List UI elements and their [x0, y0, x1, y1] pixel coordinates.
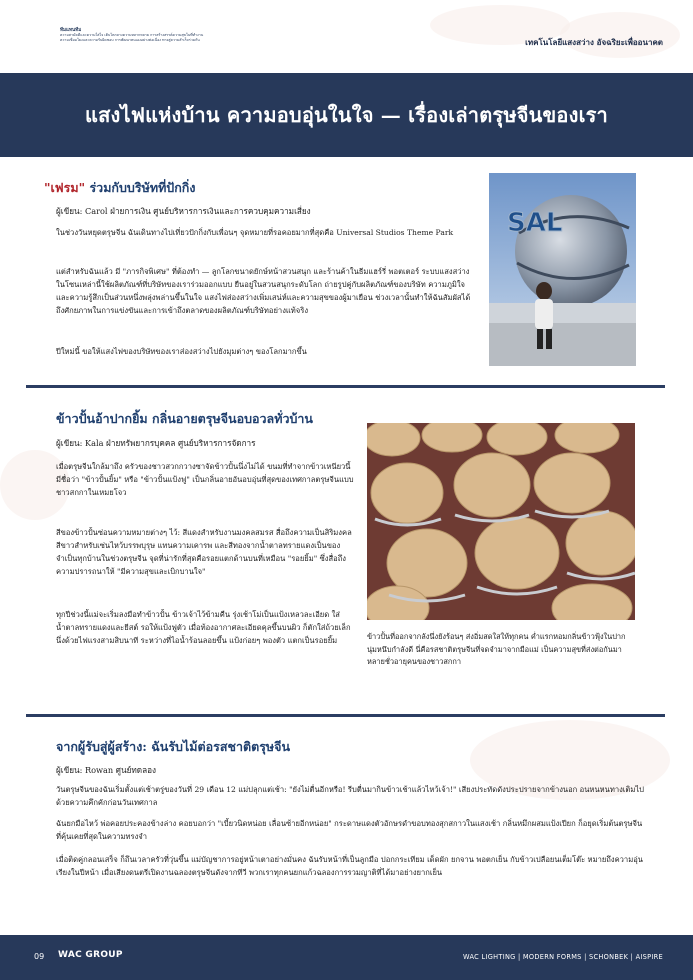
header-tagline: เทคโนโลยีแสงสว่าง อัจฉริยะเพื่ออนาคต — [525, 37, 663, 47]
section1-title-rest: ร่วมกับบริษัทที่ปักกิ่ง — [85, 180, 196, 195]
section3-paragraph: วันตรุษจีนของฉันเริ่มตั้งแต่เช้าตรู่ของวันที่ 29 เดือน 12 แม่ปลุกแต่เช้า: "ยังไม่ตื่นอีกหรือ! รีบตื่นมากินข้าวเช้าแล้วไหว้เจ้า!" เสียงประทัดดังประปรายจากข้างนอก อนหนหนทางเติมไปด้วยความคึกคักก่อนวันเทศกาล — [56, 785, 644, 807]
section-divider — [26, 385, 665, 388]
section3-paragraph: เมื่อติดคู่กลอนเสร็จ ก็ถึนเวลาครัวที่วุ่นขึ้น แม่บัญชาการอยู่หน้าเตาอย่างมั่นคง ฉันรับหน้าที่เป็นลูกมือ ปอกกระเทียม เด็ดผัก ยกจาน พอตกเย็น กับข้าวเปลือยนเต็มโต๊ะ หมายถึงความอุ่นเรียงในปีหน้า เมื่อเสียงดนตรีเปิดงานฉลองตรุษจีนดังจากทีวี พวกเราทุกคนยกแก้วฉลองการรวมญาติที่ได้มาอย่างยากเย็น — [56, 855, 643, 877]
header-section-label: ทีมแทนทีม — [60, 28, 82, 33]
section1-paragraph: แต่สำหรับฉันแล้ว มี "ภารกิจพิเศษ" ที่ต้องทำ — ลูกโลกขนาดยักษ์หน้าสวนสนุก และร้านค้าในธีมแฮร์รี่ พอตเตอร์ ระบบแสงสว่างในโซนเหล่านี้ใช้ผลิตภัณฑ์ที่บริษัทของเราร่วมออกแบบ ยืนอยู่ในสวนสนุกระดับโลก ถ่ายรูปคู่กับผลิตภัณฑ์ของบริษัท ความภูมิใจและความรู้สึกเป็นส่วนหนึ่งพลุ่งพล่านขึ้นในใจ แสงไฟส่องสว่างเพิ่มเสน่ห์และความสุขของผู้มาเยือน ช่วงเวลานั้นทำให้ฉันสัมผัสได้ถึงศักยภาพในการแข่งขันและการเข้าถึงตลาดของผลิตภัณฑ์บริษัทอย่างแท้จริง — [56, 267, 471, 315]
brand-list: WAC LIGHTING | MODERN FORMS | SCHONBEK | AISPIRE — [463, 953, 663, 961]
section2-paragraph: ทุกปีช่วงนี้แม่จะเริ่มลงมือทำข้าวปั้น ข้าวเจ้าไว้ข้ามคืน รุ่งเช้าโม่เป็นแป้งเหลวละเอียด ใส่น้ำตาลทรายแดงและยีสต์ รอให้แป้งฟูตัว เมื่อท้องอากาศละเอียดคุลขึ้นบนผิว ก็ตักใส่ถ้วยเล็ก นึ่งด้วยไฟแรงสามสิบนาที ระหว่างที่ไอน้ำร้อนลอยขึ้น แป้งก่อยๆ พองตัว แตกเป็นรอยยิ้ม — [56, 610, 351, 645]
header-small-line: ความสามัคคีและความใส่ใจ เติบโตกลางความหลากหลาย การสร้างสรรค์ความสุขในที่ทำงาน — [60, 33, 204, 38]
section3-title: จากผู้รับสู่ผู้สร้าง: ฉันรับไม้ต่อรสชาติตรุษจีน — [56, 739, 291, 754]
section1-title — [44, 178, 195, 198]
section2-paragraph: สีของข้าวปั้นซ่อนความหมายต่างๆ ไว้: สีแดงสำหรับงานมงคลสมรส สื่อถึงความเป็นสิริมงคล สีขาวสำหรับเซ่นไหว้บรรพบุรุษ แทนความเคารพ และสีทองจากน้ำตาลทรายแดงเป็นของจำเป็นทุกบ้านในช่วงตรุษจีน จุดที่น่ารักที่สุดคือรอยแตกด้านบนที่เหมือน "รอยยิ้ม" ซึ่งสื่อถึงความปรารถนาให้ "มีความสุขและเบิกบานใจ" — [56, 528, 352, 576]
section2-title: ข้าวปั้นอ้าปากยิ้ม กลิ่นอายตรุษจีนอบอวลทั่วบ้าน — [56, 411, 313, 426]
section1-paragraph: ในช่วงวันหยุดตรุษจีน ฉันเดินทางไปเที่ยวปักกิ่งกับเพื่อนๆ จุดหมายที่รอคอยมากที่สุดคือ Universal Studios Theme Park — [56, 228, 454, 237]
universal-globe-image — [489, 173, 636, 366]
section3-paragraph: ฉันยกมือไหว้ พ่อคอยประคองข้างล่าง คอยบอกว่า "เบี้ยวนิดหน่อย เลื่อนซ้ายอีกหน่อย" กระดาษแดงตัวอักษรดำขอบทองสุกสกาวในแสงเช้า กลิ่นหมึกผสมแป้งเปียก ก็อยุดเริ่มต้นตรุษจีนที่คุ้นเคยที่สุดในความทรงจำ — [56, 819, 643, 841]
section-divider — [26, 714, 665, 717]
universal-studios-photo — [489, 173, 636, 366]
section1-title-quote: "เฟรม" — [44, 180, 86, 195]
header-small-text — [60, 28, 260, 44]
section3-author: ผู้เขียน: Rowan ศูนย์ทดลอง — [56, 765, 157, 775]
page-number: 09 — [34, 952, 45, 961]
page-footer — [0, 935, 693, 980]
section1-author: ผู้เขียน: Carol ฝ่ายการเงิน ศูนย์บริหารการเงินและการควบคุมความเสี่ยง — [56, 206, 311, 216]
header-small-line: ความเชื่อมโยงและความรับผิดชอบ การพัฒนาตนเองอย่างต่อเนื่อง ทางสู่ความสำเร็จร่วมกัน — [60, 38, 200, 43]
section2-paragraph: เมื่อตรุษจีนใกล้มาถึง ครัวของชาวสวกกวางซาจัดข้าวปั้นนึ่งไม่ได้ ขนมที่ทำจากข้าวเหนียวนี้มีชื่อว่า "ข้าวปั้นยิ้ม" หรือ "ข้าวปั้นแป้งฟู" เป็นกลิ่นอายอันอบอุ่นที่สุดของเทศกาลตรุษจีนแบบชาวสกกาในเหมยโจว — [56, 462, 354, 497]
globe-sign-text: SAL — [507, 208, 563, 238]
photo-caption: ข้าวปั้นที่ออกจากลังนึ่งยังร้อนๆ ส่งอิ่มสดใสให้ทุกคน ค่ำแรกหอมกลิ่นข้าวฟุ้งในปาก นุ่มหนึบกำลังดี นี่คือรสชาติตรุษจีนที่จดจำมาจากมือแม่ เป็นความสุขที่ส่งต่อกันมาหลายชั่วอายุคนของชาวสกกา — [367, 632, 626, 666]
section1-paragraph: ปีใหม่นี้ ขอให้แสงไฟของบริษัทของเราส่องสว่างไปยังมุมต่างๆ ของโลกมากขึ้น — [56, 347, 307, 356]
page-title: แสงไฟแห่งบ้าน ความอบอุ่นในใจ — เรื่องเล่าตรุษจีนของเรา — [85, 103, 608, 127]
section2-author: ผู้เขียน: Kala ฝ่ายทรัพยากรบุคคล ศูนย์บริหารการจัดการ — [56, 438, 256, 448]
decorative-cloud — [560, 12, 680, 58]
rice-cakes-photo — [367, 423, 635, 620]
wac-group-logo: WAC GROUP — [58, 950, 123, 960]
rice-cakes-image — [367, 423, 635, 620]
